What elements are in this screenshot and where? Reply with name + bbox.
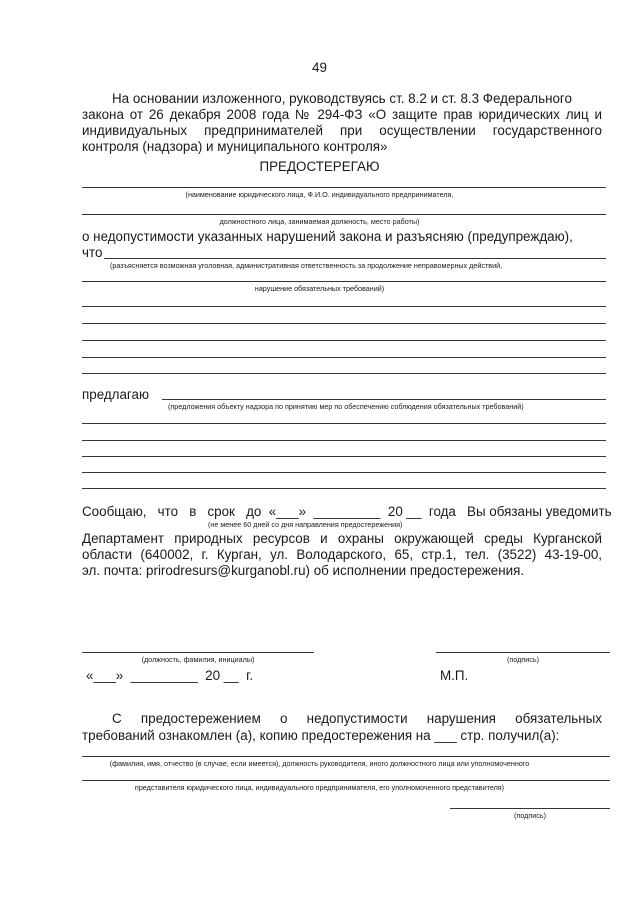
hint-liability-2: нарушение обязательных требований) [254,284,385,293]
blank-line[interactable] [82,456,606,457]
liability-line-2[interactable] [82,281,606,282]
department-line-3: эл. почта: prirodresurs@kurganobl.ru) об исполнении предостережения. [82,563,525,578]
hint-deadline: (не менее 60 дней со дня направления предостережения) [208,520,403,529]
propose-line[interactable] [162,399,606,400]
date-line: «___» _________ 20 __ г. [86,668,254,683]
acknowledge-line-2: требований ознакомлен (а), копию предостережения на ___ стр. получил(а): [82,728,560,743]
person-line-2[interactable] [82,780,610,781]
position-name-line[interactable] [82,652,314,653]
blank-line[interactable] [82,488,606,489]
department-line-2: области (640002, г. Курган, ул. Володарского, 65, стр.1, тел. (3522) 43-19-00, [82,547,602,562]
hint-person-2: представителя юридического лица, индивидуального предпринимателя, его уполномоченного представителя) [134,783,505,792]
inadmissibility-line-2: что [82,245,103,260]
deadline-line: Сообщаю, что в срок до «___» _________ 20 __ года Вы обязаны уведомить [82,504,612,519]
blank-line[interactable] [82,306,606,307]
intro-line-4: контроля (надзора) и муниципального контроля» [82,139,388,154]
entity-line-2[interactable] [82,214,606,215]
signature-line-2[interactable] [450,808,610,809]
department-line-1: Департамент природных ресурсов и охраны окружающей среды Курганской [82,531,602,546]
blank-line[interactable] [82,323,606,324]
blank-line[interactable] [82,423,606,424]
blank-line[interactable] [82,373,606,374]
blank-line[interactable] [82,472,606,473]
entity-line-1[interactable] [82,187,606,188]
hint-position-name: (должность, фамилия, инициалы) [141,655,255,664]
hint-propose: (предложения объекту надзора по принятию мер по обеспечению соблюдения обязательных требований) [168,402,524,411]
blank-line[interactable] [82,440,606,441]
liability-line-1[interactable] [104,258,606,259]
hint-entity-1: (наименование юридического лица, Ф.И.О. индивидуального предпринимателя, [185,190,454,199]
hint-signature: (подпись) [507,655,539,664]
blank-line[interactable] [82,340,606,341]
intro-line-1: На основании изложенного, руководствуясь ст. 8.2 и ст. 8.3 Федерального [112,91,572,106]
intro-line-3: индивидуальных предпринимателей при осуществлении государственного [82,123,602,138]
warning-heading: ПРЕДОСТЕРЕГАЮ [259,159,380,174]
stamp-label: М.П. [440,668,469,683]
inadmissibility-line-1: о недопустимости указанных нарушений закона и разъясняю (предупреждаю), [82,229,573,244]
hint-signature-2: (подпись) [514,811,546,820]
person-line-1[interactable] [82,756,610,757]
intro-line-2: закона от 26 декабря 2008 года № 294-ФЗ «О защите прав юридических лиц и [82,107,602,122]
acknowledge-line-1: С предостережением о недопустимости нарушения обязательных [112,711,602,726]
hint-person-1: (фамилия, имя, отчество (в случае, если имеется), должность руководителя, иного должностного лица или уполномоченного [109,759,530,768]
hint-liability-1: (разъясняется возможная уголовная, административная ответственность за продолжение неправомерных действий, [110,261,503,270]
signature-line[interactable] [436,652,610,653]
blank-line[interactable] [82,357,606,358]
propose-label: предлагаю [82,387,150,402]
page-number: 49 [312,60,327,75]
hint-entity-2: должностного лица, занимаемая должность, место работы) [219,217,420,226]
